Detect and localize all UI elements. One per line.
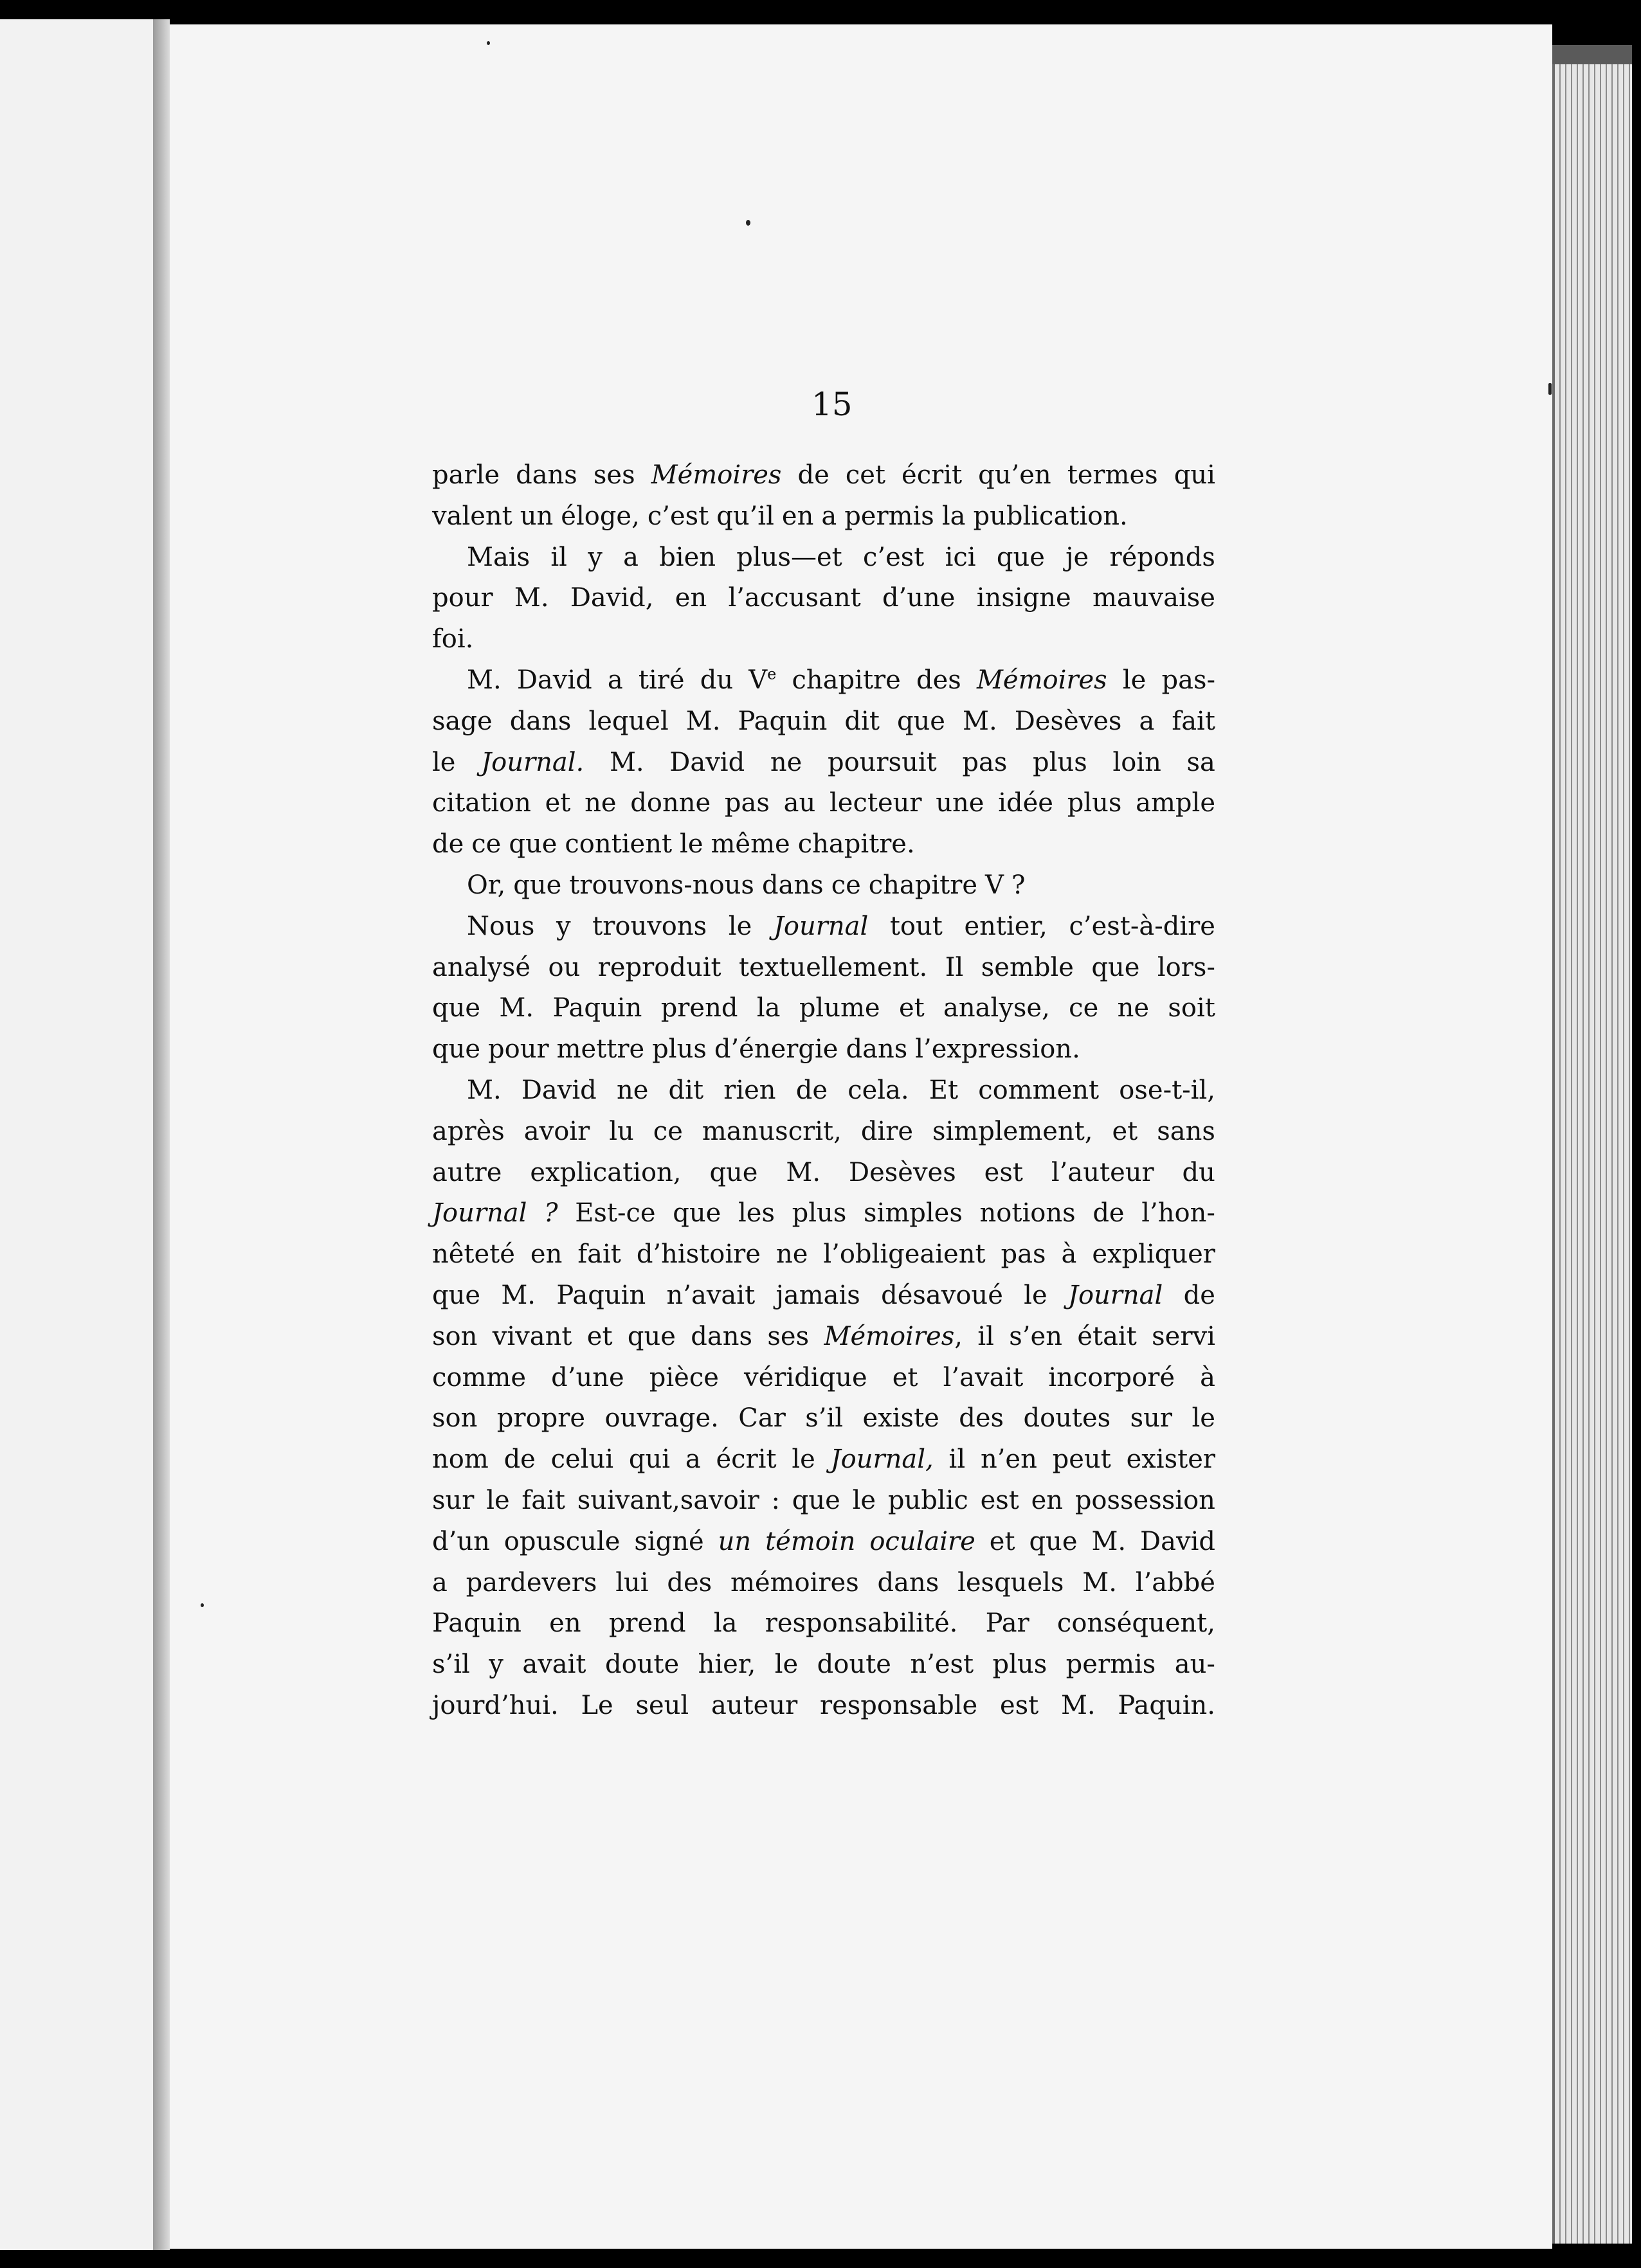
text-line: autre explication, que M. Desèves est l’auteur du [432,1157,1215,1187]
text-line: parle dans ses Mémoires de cet écrit qu’en termes qui [432,460,1215,490]
ink-speck [487,41,490,45]
ink-speck [201,1603,204,1607]
text-line: valent un éloge, c’est qu’il en a permis la publication. [432,501,1128,531]
text-line: que M. Paquin prend la plume et analyse, ce ne soit [432,993,1215,1023]
ink-speck [1548,383,1552,395]
text-line: pour M. David, en l’accusant d’une insigne mauvaise [432,583,1215,613]
ink-speck [746,220,750,226]
page-number: 15 [811,386,853,423]
facing-page-edge [0,19,154,2250]
text-line: de ce que contient le même chapitre. [432,829,915,860]
text-line: que M. Paquin n’avait jamais désavoué le Journal de [432,1280,1215,1310]
text-line: analysé ou reproduit textuellement. Il semble que lors- [432,952,1215,982]
text-line: a pardevers lui des mémoires dans lesquels M. l’abbé [432,1567,1215,1598]
page-stack-top [1552,45,1632,64]
text-line: Journal ? Est-ce que les plus simples notions de l’hon- [432,1198,1215,1228]
text-line: nêteté en fait d’histoire ne l’obligeaient pas à expliquer [432,1239,1215,1270]
text-line: M. David ne dit rien de cela. Et comment ose-t-il, [467,1075,1215,1105]
page-stack-edges [1552,45,1632,2244]
text-line: nom de celui qui a écrit le Journal, il n’en peut exister [432,1444,1215,1475]
text-line: que pour mettre plus d’énergie dans l’expression. [432,1034,1080,1065]
text-line: s’il y avait doute hier, le doute n’est plus permis au- [432,1650,1215,1680]
text-line: Or, que trouvons-nous dans ce chapitre V ? [467,870,1026,900]
text-line: M. David a tiré du Ve chapitre des Mémoires le pas- [467,665,1215,695]
text-line: foi. [432,624,474,654]
text-line: le Journal. M. David ne poursuit pas plus loin sa [432,747,1215,777]
book-gutter [153,19,170,2250]
text-line: son propre ouvrage. Car s’il existe des doutes sur le [432,1403,1215,1434]
text-line: jourd’hui. Le seul auteur responsable est M. Paquin. [432,1690,1215,1720]
text-line: Nous y trouvons le Journal tout entier, c’est-à-dire [467,911,1215,941]
text-line: après avoir lu ce manuscrit, dire simplement, et sans [432,1116,1215,1146]
text-line: citation et ne donne pas au lecteur une idée plus ample [432,788,1215,818]
text-line: Mais il y a bien plus—et c’est ici que je réponds [467,542,1215,572]
text-line: d’un opuscule signé un témoin oculaire et que M. David [432,1526,1215,1556]
text-line: Paquin en prend la responsabilité. Par conséquent, [432,1608,1215,1639]
text-line: son vivant et que dans ses Mémoires, il s’en était servi [432,1321,1215,1351]
body-text [432,455,1215,1727]
text-line: comme d’une pièce véridique et l’avait incorporé à [432,1362,1215,1392]
text-line: sur le fait suivant,savoir : que le public est en possession [432,1485,1215,1515]
text-line: sage dans lequel M. Paquin dit que M. Desèves a fait [432,706,1215,736]
